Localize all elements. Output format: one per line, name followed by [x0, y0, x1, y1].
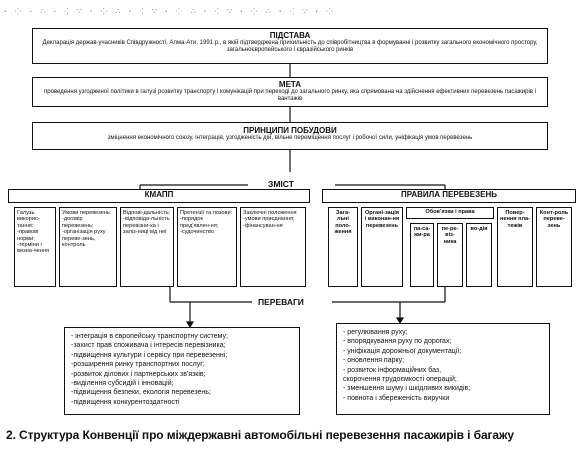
benefit-item: -розширення ринку транспортних послуг; — [71, 361, 205, 369]
rules-box — [322, 189, 576, 287]
rules-cell-organization: Органі-зація і виконан-ня перевезень — [361, 207, 403, 287]
benefit-item: - розвиток інформаційних баз, — [343, 366, 442, 374]
benefit-item: -підвищення безпеки, екологія перевезень; — [71, 389, 211, 397]
benefit-item: - повнота і збереженість виручки — [343, 394, 450, 402]
benefits-left-box — [64, 327, 300, 415]
basis-title: ПІДСТАВА — [269, 31, 311, 40]
goal-box — [32, 77, 548, 107]
goal-title: МЕТА — [278, 80, 302, 89]
benefit-item: - впорядкування руху по дорогах; — [343, 338, 452, 346]
kmapp-box — [8, 189, 310, 287]
rules-cell-refund: Повер-нення пла-тежів — [497, 207, 533, 287]
kmapp-cell-scope: Галузь викорис-тання: -правові норми; -терміни і визна-чення — [14, 207, 56, 287]
rules-cell-carrier: пе-ре-віз-ника — [437, 223, 463, 287]
benefit-item: - уніфікація дорожньої документації; — [343, 347, 462, 355]
principles-text: зміцнення економічного союзу, інтеграція, узгодженість дій, вільне переміщення послуг і робочої сили, уніфікація умов перевезень — [107, 135, 473, 141]
figure-caption: 2. Структура Конвенції про міждержавні автомобільні перевезення пасажирів і багажу — [6, 428, 514, 442]
benefits-label: ПЕРЕВАГИ — [258, 297, 304, 307]
benefit-item: - зменшення шуму і шкідливих викидів; — [343, 385, 471, 393]
benefit-item: -виділення субсидій і інновацій; — [71, 380, 174, 388]
benefit-item: - регулювання руху; — [343, 329, 408, 336]
basis-text: Декларація держав-учасників Співдружності, Алма-Ати, 1991 р., в якій підтверджена прихильність до співробітництва в формуванні і розвитку загального економічного простору, загальноєвропейського і євразійського ринків — [42, 40, 538, 53]
principles-box — [32, 122, 548, 150]
scan-noise-header: ꞏ ⁘ ꞏ ∴ ꞏ ⁖ ∵ ꞏ ⁘ ∴ ꞏ ⁖ ∵ ꞏ ⁘ ∴ ꞏ ⁖ ∵ ꞏ ⁘ ∴ ꞏ ⁖ ∵ ꞏ ⁘ — [4, 7, 336, 16]
benefit-item: -підвищення культури і сервісу при перевезенні; — [71, 351, 228, 359]
benefit-item: -захист прав споживача і інтересів перевізника; — [71, 342, 226, 350]
rules-cell-duties: Обов'язки і права — [406, 207, 494, 219]
rules-cell-general: Зага-льні поло-ження — [328, 207, 358, 287]
kmapp-title: КМАПП — [8, 189, 310, 203]
benefit-item: -розвиток ділових і партнерських зв'язків; — [71, 370, 206, 378]
benefit-item: - оновлення парку; — [343, 357, 405, 365]
rules-title: ПРАВИЛА ПЕРЕВЕЗЕНЬ — [322, 189, 576, 203]
rules-cell-passenger: па-са-жи-ра — [410, 223, 434, 287]
benefits-right-box — [336, 323, 550, 415]
benefit-item: -підвищення конкурентоздатності — [71, 398, 180, 406]
kmapp-cell-conditions: Умови перевезень: -договір перевезень; -організація руху переве-зень, контроль — [59, 207, 117, 287]
basis-box — [32, 28, 548, 64]
benefit-item: - інтеграція в європейську транспортну систему; — [71, 333, 228, 340]
kmapp-cell-final: Заключні положення -умови приєднання; -фінансуван-ня — [240, 207, 306, 287]
kmapp-cell-claims: Претензії та позови: -порядок пред'явлен-ня; -судочинство — [177, 207, 237, 287]
goal-text: проведення узгодженої політики в галузі розвитку транспорту і комунікацій при переході до загального ринку, яка спрямована на здійснення ефективних перевезень пасажирів і вантажів — [43, 89, 536, 102]
kmapp-cell-liability: Відпові-дальність: -відповіда-льність перевізни-ка і заліз-ниці від неї — [120, 207, 174, 287]
rules-cell-control: Конт-роль переве-зень — [536, 207, 572, 287]
content-label: ЗМІСТ — [268, 179, 294, 189]
rules-cell-driver: во-дія — [466, 223, 492, 287]
principles-title: ПРИНЦИПИ ПОБУДОВИ — [243, 126, 337, 135]
benefit-item: скорочення трудоємкості операцій; — [343, 376, 457, 384]
